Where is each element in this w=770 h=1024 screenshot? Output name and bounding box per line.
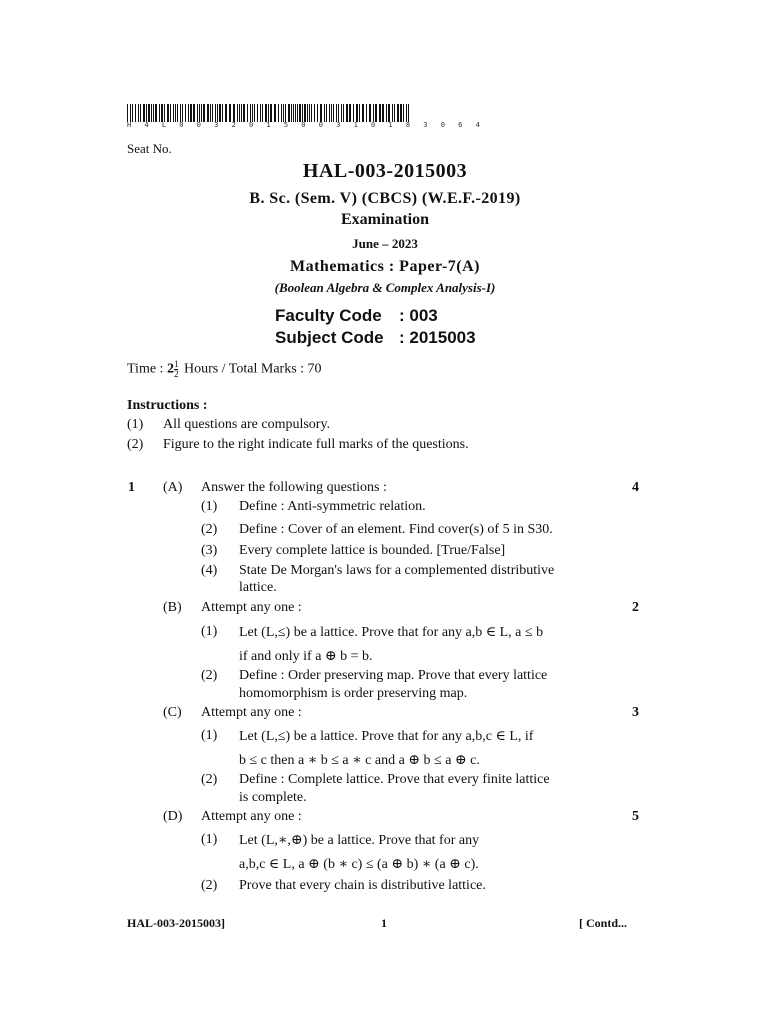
item-text: Prove that every chain is distributive lattice.	[239, 878, 486, 893]
marks: 2	[632, 600, 639, 615]
part-instruction: Attempt any one :	[201, 809, 302, 824]
item-num: (2)	[201, 522, 218, 537]
course-line: B. Sc. (Sem. V) (CBCS) (W.E.F.-2019)	[249, 190, 521, 207]
part-label: (D)	[163, 809, 183, 824]
faculty-code-value: : 003	[399, 306, 438, 325]
item-num: (1)	[201, 624, 218, 639]
item-text: Let (L,≤) be a lattice. Prove that for any a,b,c ∈ L, if	[239, 729, 534, 744]
time-fraction	[174, 360, 179, 379]
item-text-cont: lattice.	[239, 580, 277, 595]
instruction-text: Figure to the right indicate full marks of the questions.	[163, 437, 469, 452]
time-whole: 2	[166, 361, 174, 377]
time-fraction-num: 1	[173, 359, 179, 369]
subject-line: Mathematics : Paper-7(A)	[289, 258, 480, 275]
item-num: (1)	[201, 832, 218, 847]
item-num: (4)	[201, 563, 218, 578]
instruction-num: (2)	[127, 437, 144, 452]
item-text: Every complete lattice is bounded. [True/False]	[239, 543, 506, 558]
item-text: Let (L,≤) be a lattice. Prove that for any a,b ∈ L, a ≤ b	[239, 625, 544, 640]
item-text-cont: if and only if a ⊕ b = b.	[239, 649, 373, 664]
item-text: Define : Anti-symmetric relation.	[239, 499, 426, 514]
faculty-code-label: Faculty Code	[275, 306, 382, 325]
item-text-cont: homomorphism is order preserving map.	[239, 686, 468, 701]
faculty-code-row	[275, 306, 438, 326]
exam-label: Examination	[340, 211, 429, 228]
item-num: (3)	[201, 543, 218, 558]
marks: 3	[632, 705, 639, 720]
part-instruction: Attempt any one :	[201, 705, 302, 720]
time-fraction-den: 2	[173, 369, 179, 379]
subject-code-label: Subject Code	[275, 328, 384, 347]
item-text: Define : Cover of an element. Find cover(s) of 5 in S30.	[239, 522, 553, 537]
instruction-text: All questions are compulsory.	[163, 417, 331, 432]
time-rest: Hours / Total Marks : 70	[183, 361, 322, 377]
subject-code-row	[275, 328, 476, 348]
item-num: (2)	[201, 668, 218, 683]
item-num: (1)	[201, 499, 218, 514]
part-label: (A)	[163, 480, 183, 495]
exam-date: June – 2023	[352, 236, 418, 251]
barcode-digits: H 4 L 0 0 3 2 0 1 5 0 0 3 1 0 1 8 3 0 6 4	[127, 121, 485, 129]
item-text: Define : Order preserving map. Prove that every lattice	[239, 668, 548, 683]
footer-paper-code: HAL-003-2015003]	[127, 916, 225, 930]
time-marks-line	[127, 360, 322, 379]
item-text: Let (L,∗,⊕) be a lattice. Prove that for any	[239, 833, 480, 848]
footer-contd: [ Contd...	[579, 916, 628, 930]
footer-page-number: 1	[381, 916, 387, 930]
item-text: Define : Complete lattice. Prove that every finite lattice	[239, 772, 550, 787]
question-number: 1	[128, 480, 135, 495]
subject-code-value: : 2015003	[399, 328, 476, 347]
item-text-cont: a,b,c ∈ L, a ⊕ (b ∗ c) ≤ (a ⊕ b) ∗ (a ⊕ c).	[239, 857, 479, 872]
item-text-cont: is complete.	[239, 790, 307, 805]
item-text-cont: b ≤ c then a ∗ b ≤ a ∗ c and a ⊕ b ≤ a ⊕ c.	[239, 753, 480, 768]
marks: 4	[632, 480, 639, 495]
paper-code-title: HAL-003-2015003	[302, 160, 468, 182]
marks: 5	[632, 809, 639, 824]
paper-title: (Boolean Algebra & Complex Analysis-I)	[274, 280, 496, 295]
item-num: (2)	[201, 772, 218, 787]
item-text: State De Morgan's laws for a complemented distributive	[239, 563, 555, 578]
time-label: Time :	[127, 361, 164, 377]
part-instruction: Answer the following questions :	[201, 480, 387, 495]
item-num: (2)	[201, 878, 218, 893]
instructions-heading: Instructions :	[127, 398, 208, 413]
seat-number-label: Seat No.	[127, 141, 172, 156]
instruction-num: (1)	[127, 417, 144, 432]
part-label: (B)	[163, 600, 182, 615]
item-num: (1)	[201, 728, 218, 743]
part-label: (C)	[163, 705, 182, 720]
part-instruction: Attempt any one :	[201, 600, 302, 615]
